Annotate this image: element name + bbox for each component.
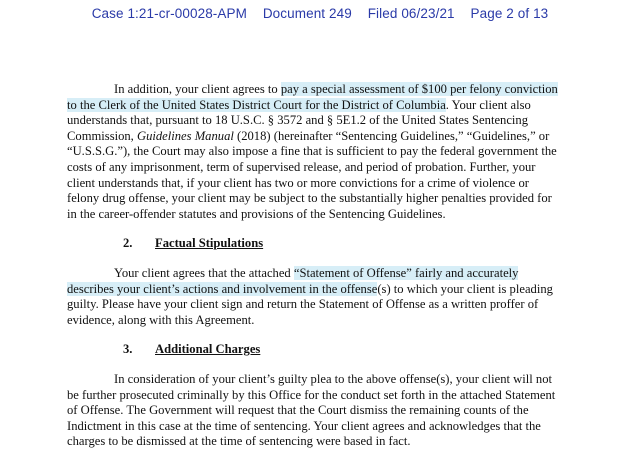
text-line: Indictment in this case at the time of sentencing. Your client agrees and acknowledges that the xyxy=(67,418,541,433)
highlighted-text[interactable]: to the Clerk of the United States District Court for the District of Columbia xyxy=(67,97,446,112)
section-number: 3. xyxy=(123,342,133,357)
section-title: Additional Charges xyxy=(155,342,261,357)
section-heading-additional-charges xyxy=(67,342,607,358)
text-line: client understands that, if your client has two or more convictions for a crime of violence or xyxy=(67,175,529,190)
page-indicator: Page 2 of 13 xyxy=(470,6,549,21)
text-run: (2018) (hereinafter “Sentencing Guidelines,” “Guidelines,” or xyxy=(233,128,550,143)
highlighted-text[interactable]: describes your client’s actions and involvement in the offense xyxy=(67,281,378,296)
section-title: Factual Stipulations xyxy=(155,236,264,251)
text-line: of Offense. The Government will request that the Court dismiss the remaining counts of the xyxy=(67,403,529,418)
text-line: “U.S.S.G.”), the Court may also impose a fine that is sufficient to pay the federal government the xyxy=(67,144,557,159)
highlighted-text[interactable]: “Statement of Offense” fairly and accurately xyxy=(293,265,519,280)
text-line: guilty. Please have your client sign and return the Statement of Offense as a written proffer of xyxy=(67,297,539,312)
paragraph-factual-stipulations xyxy=(67,266,607,328)
highlighted-text[interactable]: pay a special assessment of $100 per felony conviction xyxy=(280,82,558,96)
filed-date: Filed 06/23/21 xyxy=(367,6,455,21)
paragraph-special-assessment xyxy=(67,82,607,222)
text-line xyxy=(67,82,607,98)
text-line: In consideration of your client’s guilty plea to the above offense(s), your client will not xyxy=(114,371,552,386)
text-line: be further prosecuted criminally by this Office for the conduct set forth in the attached Statement xyxy=(67,387,556,402)
section-number: 2. xyxy=(123,236,133,251)
text-line: in the career-offender statutes and provisions of the Sentencing Guidelines. xyxy=(67,206,446,221)
text-run: In addition, your client agrees to xyxy=(114,82,281,96)
text-line: charges to be dismissed at the time of sentencing were based in fact. xyxy=(67,434,411,449)
text-line xyxy=(67,129,607,145)
text-line xyxy=(67,98,607,114)
text-line xyxy=(67,266,607,282)
text-run: Commission, xyxy=(67,128,137,143)
text-line: costs of any imprisonment, term of supervised release, and period of probation. Further, your xyxy=(67,159,536,174)
case-number: Case 1:21-cr-00028-APM xyxy=(91,6,247,21)
section-heading-factual-stipulations xyxy=(67,236,607,252)
text-line xyxy=(67,282,607,298)
text-line: understands that, pursuant to 18 U.S.C. § 3572 and § 5E1.2 of the United States Sentencing xyxy=(67,113,529,128)
text-line: felony drug offense, your client may be subject to the substantially higher penalties provided for xyxy=(67,191,552,206)
italic-title: Guidelines Manual xyxy=(136,128,234,143)
case-header xyxy=(0,6,640,21)
text-run: . Your client also xyxy=(445,97,531,112)
text-run: Your client agrees that the attached xyxy=(114,265,294,280)
text-run: (s) to which your client is pleading xyxy=(377,281,553,296)
paragraph-additional-charges xyxy=(67,372,607,450)
document-number: Document 249 xyxy=(262,6,352,21)
document-body xyxy=(67,82,607,450)
text-line: evidence, along with this Agreement. xyxy=(67,312,255,327)
